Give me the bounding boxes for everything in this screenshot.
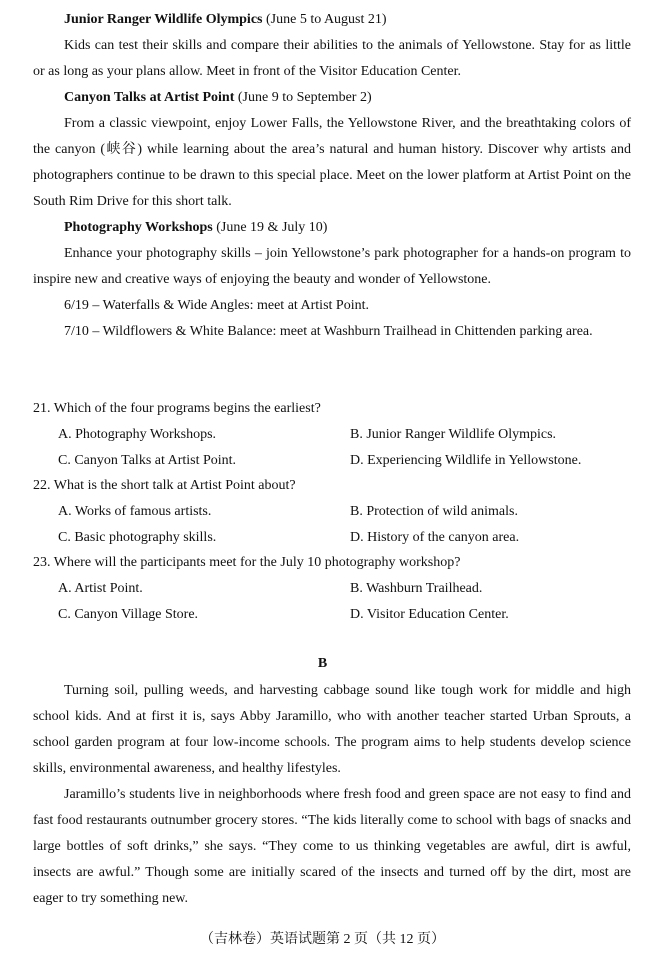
option-22-c: C. Basic photography skills. bbox=[58, 530, 217, 545]
page-footer: （吉林卷）英语试题第 2 页（共 12 页） bbox=[200, 932, 445, 947]
program-title: Junior Ranger Wildlife Olympics bbox=[64, 12, 263, 27]
program-description: Kids can test their skills and compare their abilities to the animals of Yellowstone. Stay for as little or as long as your plans allow. Meet in front of the Visitor Education Center. bbox=[33, 38, 631, 79]
section-heading-b: B bbox=[317, 656, 328, 671]
program-heading-junior-ranger bbox=[33, 7, 631, 33]
workshop-session: 6/19 – Waterfalls & Wide Angles: meet at Artist Point. bbox=[64, 298, 369, 313]
option-21-c: C. Canyon Talks at Artist Point. bbox=[58, 453, 237, 468]
passage-paragraph: Jaramillo’s students live in neighborhoods where fresh food and green space are not easy to find and fast food restaurants outnumber grocery stores. “The kids literally come to school with bags of snacks and large bottles of soft drinks,” she says. “They come to us thinking vegetables are awful, dirt is awful, insects are awful.” Though some are initially scared of the insects and turned off by the dirt, most are eager to try something new. bbox=[33, 787, 631, 906]
program-title: Photography Workshops bbox=[64, 220, 213, 235]
option-21-b: B. Junior Ranger Wildlife Olympics. bbox=[350, 427, 557, 442]
passage-paragraph: Turning soil, pulling weeds, and harvesting cabbage sound like tough work for middle and high school kids. And at first it is, says Abby Jaramillo, who with another teacher started Urban Sprouts, a school garden program at four low-income schools. The program aims to help students develop science skills, environmental awareness, and healthy lifestyles. bbox=[33, 683, 631, 776]
question-23: 23. Where will the participants meet for the July 10 photography workshop? bbox=[33, 555, 461, 570]
program-dates: (June 19 & July 10) bbox=[212, 220, 328, 235]
question-22: 22. What is the short talk at Artist Point about? bbox=[33, 478, 296, 493]
option-23-b: B. Washburn Trailhead. bbox=[350, 581, 483, 596]
program-description: Enhance your photography skills – join Yellowstone’s park photographer for a hands-on program to inspire new and creative ways of enjoying the beauty and wonder of Yellowstone. bbox=[33, 246, 631, 287]
option-21-d: D. Experiencing Wildlife in Yellowstone. bbox=[350, 453, 582, 468]
program-dates: (June 9 to September 2) bbox=[234, 90, 372, 105]
option-22-d: D. History of the canyon area. bbox=[350, 530, 520, 545]
option-23-a: A. Artist Point. bbox=[58, 581, 143, 596]
program-description: From a classic viewpoint, enjoy Lower Falls, the Yellowstone River, and the breathtaking colors of the canyon (峡谷) while learning about the area’s natural and human history. Discover why artists and photographers continue to be drawn to this special place. Meet on the lower platform at Artist Point on the South Rim Drive for this short talk. bbox=[33, 116, 631, 209]
program-heading-canyon-talks bbox=[33, 85, 631, 111]
program-title: Canyon Talks at Artist Point bbox=[64, 90, 235, 105]
option-22-b: B. Protection of wild animals. bbox=[350, 504, 518, 519]
option-22-a: A. Works of famous artists. bbox=[58, 504, 212, 519]
program-heading-photography bbox=[33, 215, 631, 241]
question-21: 21. Which of the four programs begins the earliest? bbox=[33, 401, 321, 416]
program-dates: (June 5 to August 21) bbox=[262, 12, 387, 27]
option-21-a: A. Photography Workshops. bbox=[58, 427, 217, 442]
option-23-c: C. Canyon Village Store. bbox=[58, 607, 199, 622]
workshop-session: 7/10 – Wildflowers & White Balance: meet at Washburn Trailhead in Chittenden parking area. bbox=[64, 324, 593, 339]
option-23-d: D. Visitor Education Center. bbox=[350, 607, 509, 622]
